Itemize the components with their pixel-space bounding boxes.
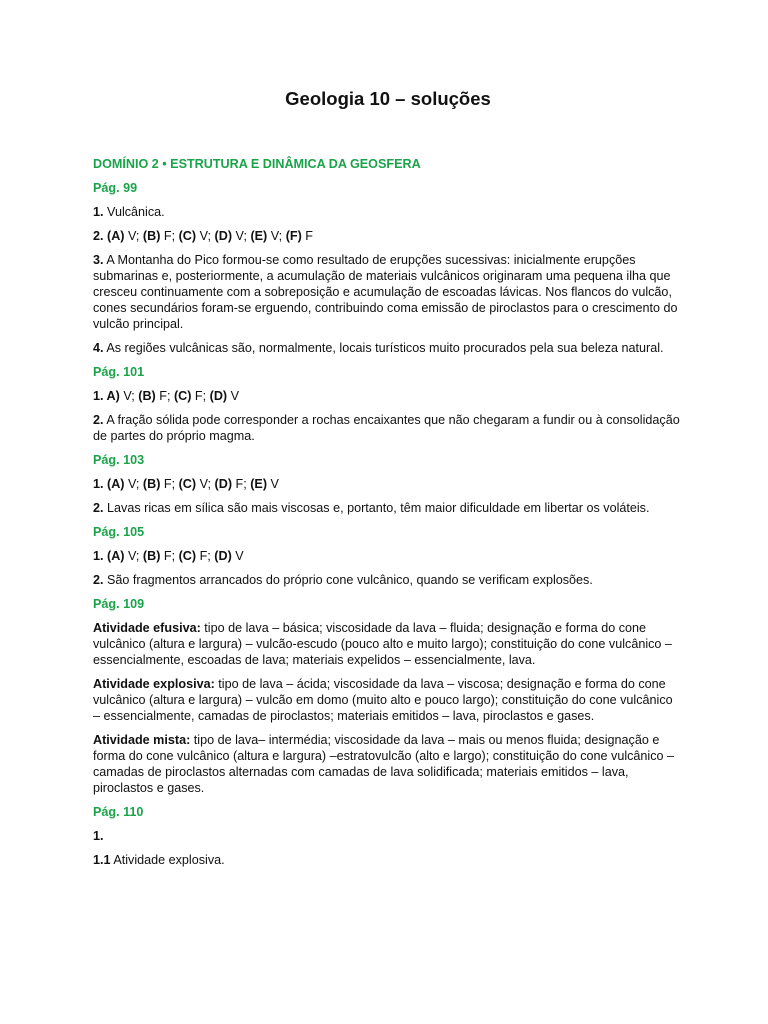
answer-number: Atividade explosiva: xyxy=(93,677,215,691)
answer-item xyxy=(93,500,683,516)
answer-value: V; xyxy=(232,229,251,243)
answer-number: 2. xyxy=(93,573,104,587)
answer-text: tipo de lava – ácida; viscosidade da lava – viscosa; designação e forma do cone vulcânico (altura e largura) – vulcão em domo (muito alto e pouco largo); constituição do cone vulcânico – essencialmente, camadas de piroclastos; materiais emitidos – lava, piroclastos e gases. xyxy=(93,677,673,723)
answer-key: (D) xyxy=(214,477,233,491)
answer-number: 1. xyxy=(93,829,104,843)
answer-value: V xyxy=(231,549,244,563)
answer-value: F; xyxy=(155,389,174,403)
answer-item xyxy=(93,388,683,404)
answer-text: As regiões vulcânicas são, normalmente, locais turísticos muito procurados pela sua beleza natural. xyxy=(103,341,664,355)
answer-key: (C) xyxy=(173,389,192,403)
answer-key: (F) xyxy=(285,229,302,243)
answer-key: 1. (A) xyxy=(93,477,125,491)
answer-key: (D) xyxy=(214,229,233,243)
answer-key: (E) xyxy=(250,229,268,243)
answer-key: (B) xyxy=(142,229,161,243)
domain-heading: DOMÍNIO 2 • ESTRUTURA E DINÂMICA DA GEOSFERA xyxy=(93,157,421,171)
answer-value: V; xyxy=(196,229,215,243)
answer-item xyxy=(93,828,683,844)
section-page-label: Pág. 105 xyxy=(93,525,145,539)
answer-number: 3. xyxy=(93,253,104,267)
section-page-label: Pág. 103 xyxy=(93,453,145,467)
answer-text: Vulcânica. xyxy=(103,205,165,219)
answer-key: 1. (A) xyxy=(93,549,125,563)
answer-item xyxy=(93,228,683,244)
answer-key: (B) xyxy=(138,389,156,403)
answer-key: (E) xyxy=(250,477,268,491)
section-page-label: Pág. 110 xyxy=(93,805,144,819)
answer-text: Lavas ricas em sílica são mais viscosas e, portanto, têm maior dificuldade em libertar os voláteis. xyxy=(103,501,650,515)
answer-item xyxy=(93,548,683,564)
answer-item xyxy=(93,732,683,796)
answer-value: V; xyxy=(124,549,143,563)
answer-key: (B) xyxy=(142,477,161,491)
answer-item xyxy=(93,676,683,724)
answer-value: V; xyxy=(119,389,139,403)
document-content xyxy=(93,156,683,876)
answer-text: A Montanha do Pico formou-se como resultado de erupções sucessivas: inicialmente erupções submarinas e, posteriormente, a acumulação de materiais vulcânicos originaram uma pequena ilha que cresceu continuamente com a sobreposição e acumulação de escoadas lávicas. Nos flancos do vulcão, cones secundários foram-se erguendo, contribuindo coma emissão de piroclastos para o crescimento do vulcão principal. xyxy=(93,253,678,331)
answer-item xyxy=(93,340,683,356)
answer-number: 4. xyxy=(93,341,104,355)
answer-item xyxy=(93,572,683,588)
answer-value: V; xyxy=(196,477,215,491)
answer-value: F; xyxy=(160,549,179,563)
section-page-label: Pág. 109 xyxy=(93,597,145,611)
answer-value: F; xyxy=(232,477,251,491)
answer-value: V xyxy=(227,389,240,403)
answer-item xyxy=(93,204,683,220)
answer-item xyxy=(93,476,683,492)
document-title: Geologia 10 – soluções xyxy=(285,88,491,109)
answer-value: V; xyxy=(267,229,286,243)
answer-item xyxy=(93,412,683,444)
answer-text: Atividade explosiva. xyxy=(110,853,225,867)
answer-text: tipo de lava– intermédia; viscosidade da lava – mais ou menos fluida; designação e forma do cone vulcânico (altura e largura) –estratovulcão (alto e largo); constituição do cone vulcânico – camadas de piroclastos alternadas com camadas de lava solidificada; materiais emitidos – lava, piroclastos e gases. xyxy=(93,733,675,795)
answer-number: 2. xyxy=(93,501,104,515)
answer-value: F; xyxy=(196,549,215,563)
section-page-label: Pág. 99 xyxy=(93,181,138,195)
answer-key: (C) xyxy=(178,549,197,563)
answer-value: V; xyxy=(124,229,143,243)
answer-text: São fragmentos arrancados do próprio cone vulcânico, quando se verificam explosões. xyxy=(103,573,593,587)
answer-value: F; xyxy=(191,389,210,403)
answer-key: (B) xyxy=(142,549,161,563)
section-page-label: Pág. 101 xyxy=(93,365,145,379)
answer-item xyxy=(93,852,683,868)
answer-number: 2. xyxy=(93,413,104,427)
answer-number: 1.1 xyxy=(93,853,111,867)
answer-key: 1. A) xyxy=(93,389,120,403)
answer-key: 2. (A) xyxy=(93,229,125,243)
answer-key: (D) xyxy=(209,389,228,403)
answer-number: 1. xyxy=(93,205,104,219)
answer-value: F; xyxy=(160,477,179,491)
answer-text: A fração sólida pode corresponder a rochas encaixantes que não chegaram a fundir ou à consolidação de partes do próprio magma. xyxy=(93,413,680,443)
answer-item xyxy=(93,252,683,332)
answer-value: V xyxy=(267,477,279,491)
answer-number: Atividade efusiva: xyxy=(93,621,201,635)
answer-key: (C) xyxy=(178,229,197,243)
answer-value: F; xyxy=(160,229,179,243)
answer-value: V; xyxy=(124,477,143,491)
answer-value: F xyxy=(301,229,313,243)
answer-text: tipo de lava – básica; viscosidade da lava – fluida; designação e forma do cone vulcânico (altura e largura) – vulcão-escudo (pouco alto e muito largo); constituição do cone vulcânico – essencialmente, escoadas de lava; materiais expelidos – essencialmente, lava. xyxy=(93,621,672,667)
answer-key: (D) xyxy=(214,549,232,563)
answer-item xyxy=(93,620,683,668)
answer-number: Atividade mista: xyxy=(93,733,191,747)
answer-key: (C) xyxy=(178,477,197,491)
